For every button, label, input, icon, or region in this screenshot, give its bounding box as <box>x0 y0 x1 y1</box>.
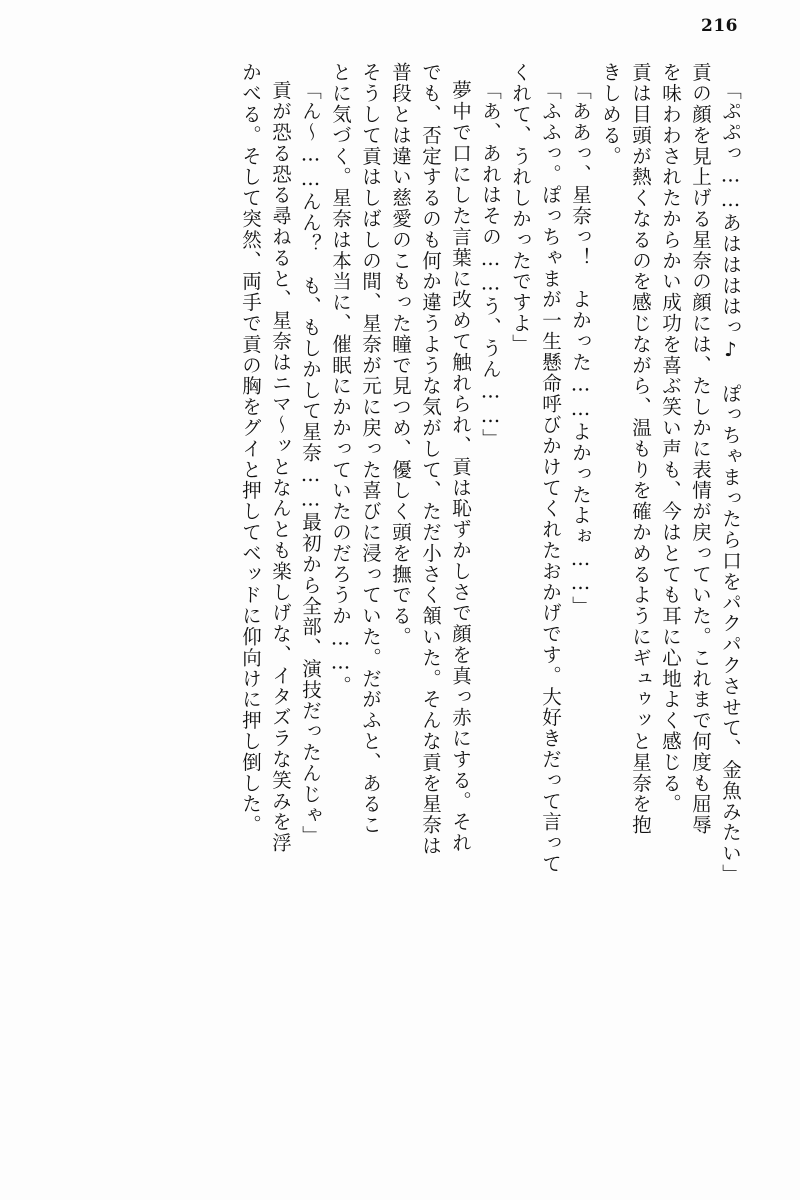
text-column: きしめる。 <box>599 62 622 167</box>
text-column: くれて、うれしかったですよ」 <box>509 62 532 355</box>
text-column: 貢が恐る恐る尋ねると、星奈はニマ～ッとなんとも楽しげな、イタズラな笑みを浮 <box>269 80 292 854</box>
text-column: 「ああっ、星奈っ！ よかった……よかったよぉ……」 <box>569 80 592 617</box>
text-column: かべる。そして突然、両手で貢の胸をグイと押してベッドに仰向けに押し倒した。 <box>239 62 262 836</box>
text-column: 夢中で口にした言葉に改めて触れられ、貢は恥ずかしさで顔を真っ赤にする。それ <box>449 80 472 854</box>
text-column: 「ぷぷっ……あははははっ♪ ぽっちゃまったら口をパクパクさせて、金魚みたい」 <box>719 80 742 885</box>
text-column: 「ん～……んん？ も、もしかして星奈……最初から全部、演技だったんじゃ」 <box>299 80 322 847</box>
text-column: 貢は目頭が熱くなるのを感じながら、温もりを確かめるようにギュゥッと星奈を抱 <box>629 62 652 836</box>
text-column: 「あ、あれはその……う、うん……」 <box>479 80 502 450</box>
page-number: 216 <box>701 16 738 36</box>
text-column: そうして貢はしばしの間、星奈が元に戻った喜びに浸っていた。だがふと、あるこ <box>359 62 382 836</box>
text-column: を味わわされたからかい成功を喜ぶ笑い声も、今はとても耳に心地よく感じる。 <box>659 62 682 815</box>
vertical-text-body <box>58 62 740 1130</box>
text-column: 「ふふっ。ぽっちゃまが一生懸命呼びかけてくれたおかげです。大好きだって言って <box>539 80 562 875</box>
text-column: 貢の顔を見上げる星奈の顔には、たしかに表情が戻っていた。これまで何度も屈辱 <box>689 62 712 836</box>
text-column: とに気づく。星奈は本当に、催眠にかかっていたのだろうか……。 <box>329 62 352 696</box>
text-column: 普段とは違い慈愛のこもった瞳で見つめ、優しく頭を撫でる。 <box>389 62 412 648</box>
text-column: でも、否定するのも何か違うような気がして、ただ小さく頷いた。そんな貢を星奈は <box>419 62 442 857</box>
